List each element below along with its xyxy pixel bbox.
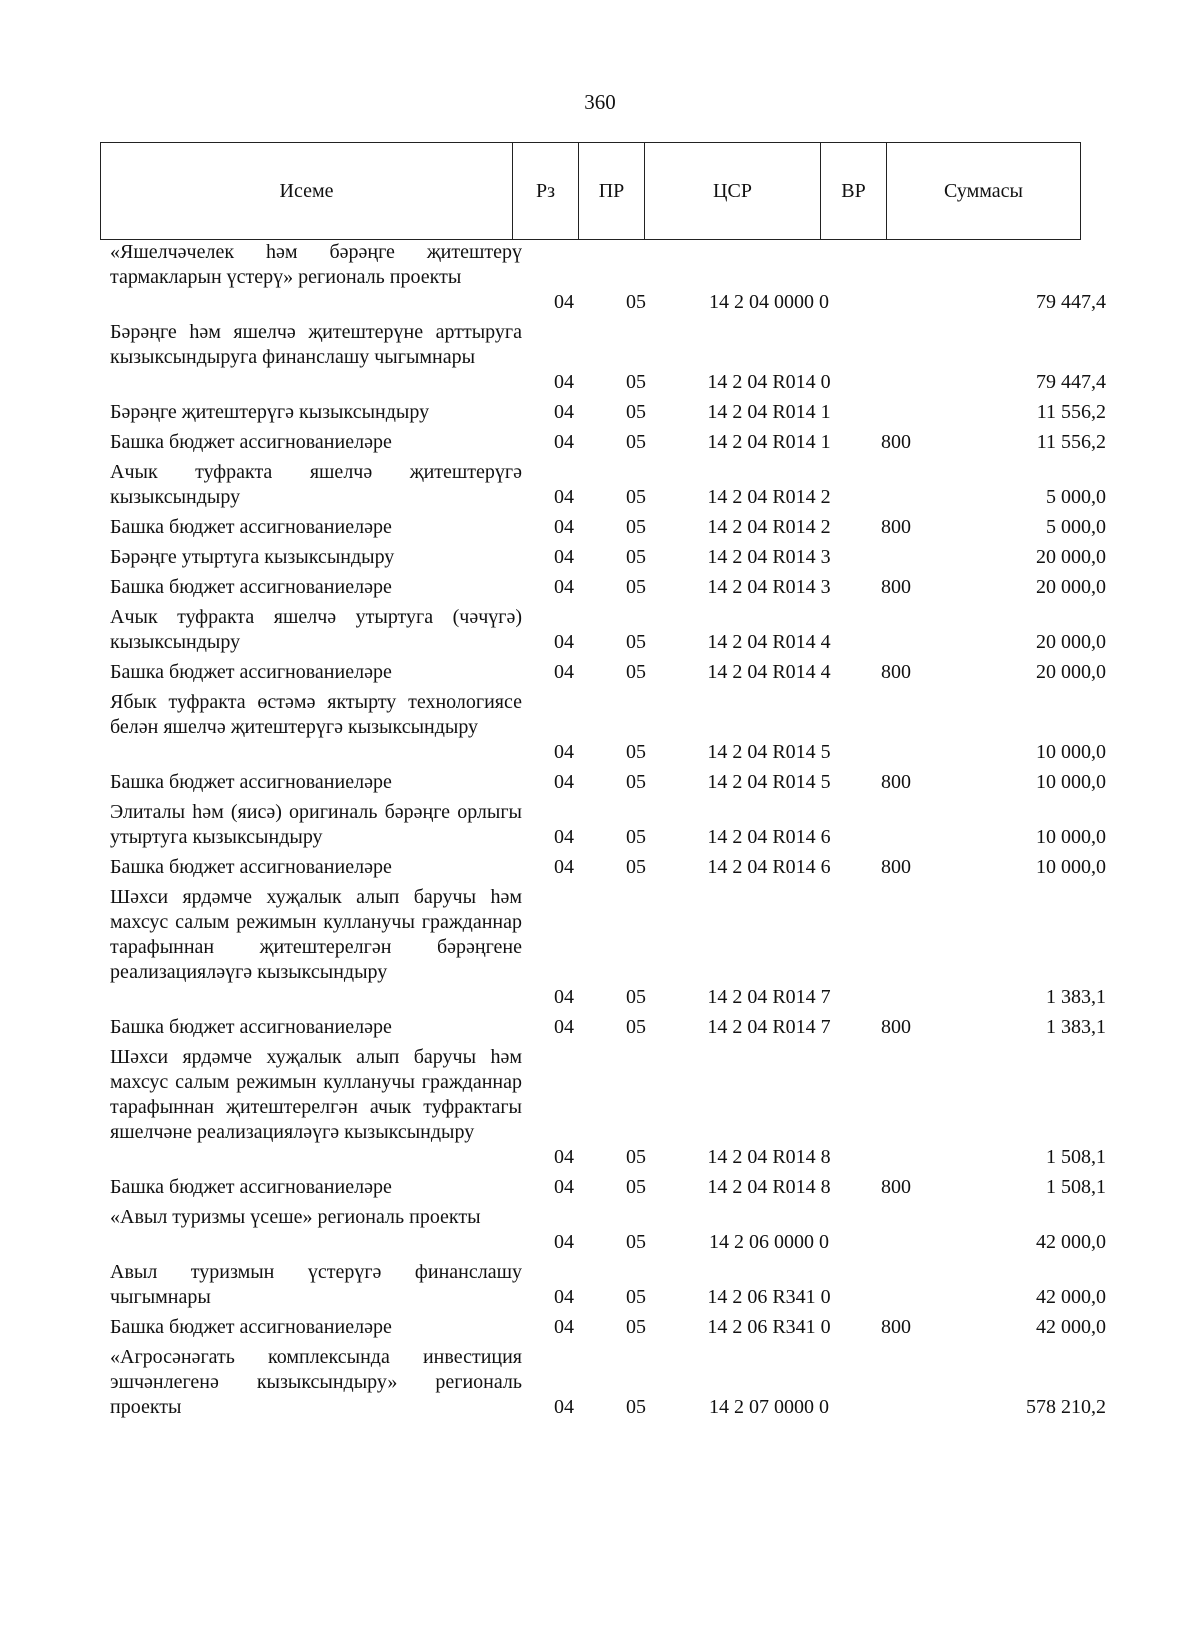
row-rz: 04 (554, 516, 574, 538)
row-pr: 05 (626, 771, 646, 793)
row-pr: 05 (626, 631, 646, 653)
row-rz: 04 (554, 401, 574, 423)
row-rz: 04 (554, 856, 574, 878)
row-csr: 14 2 04 R014 5 (707, 771, 831, 793)
row-vr: 800 (881, 1016, 911, 1038)
row-name: Башка бюджет ассигнованиеләре (110, 1016, 392, 1038)
table-row (0, 880, 1200, 1010)
row-rz: 04 (554, 986, 574, 1008)
table-row (0, 600, 1200, 655)
row-name: Ачык туфракта яшелчә җитештерүгә кызыксындыру (110, 461, 522, 508)
table-row (0, 315, 1200, 395)
row-sum: 10 000,0 (1036, 771, 1106, 793)
row-pr: 05 (626, 986, 646, 1008)
row-pr: 05 (626, 1396, 646, 1418)
row-vr: 800 (881, 431, 911, 453)
row-csr: 14 2 04 R014 4 (707, 631, 831, 653)
row-csr: 14 2 04 R014 1 (707, 401, 831, 423)
row-csr: 14 2 06 R341 0 (707, 1286, 831, 1308)
table-row (0, 850, 1200, 880)
table-row (0, 765, 1200, 795)
row-sum: 11 556,2 (1036, 401, 1106, 423)
row-name: Башка бюджет ассигнованиеләре (110, 1176, 392, 1198)
header-sum: Суммасы (887, 143, 1081, 240)
row-sum: 42 000,0 (1036, 1316, 1106, 1338)
row-sum: 5 000,0 (1046, 516, 1106, 538)
table-row (0, 455, 1200, 510)
row-vr: 800 (881, 1176, 911, 1198)
header-vr: ВР (821, 143, 887, 240)
header-csr: ЦСР (645, 143, 821, 240)
row-rz: 04 (554, 1286, 574, 1308)
row-sum: 1 508,1 (1046, 1176, 1106, 1198)
table-row (0, 685, 1200, 765)
row-pr: 05 (626, 291, 646, 313)
row-csr: 14 2 04 R014 6 (707, 856, 831, 878)
row-name: Шәхси ярдәмче хуҗалык алып баручы һәм махсус салым режимын кулланучы гражданнар тарафыннан җитештерелгән ачык туфрактагы яшелчәне реализацияләүгә кызыксындыру (110, 1046, 522, 1143)
row-pr: 05 (626, 486, 646, 508)
row-rz: 04 (554, 771, 574, 793)
row-name: Ачык туфракта яшелчә утыртуга (чәчүгә) кызыксындыру (110, 606, 522, 653)
row-sum: 20 000,0 (1036, 631, 1106, 653)
row-csr: 14 2 04 R014 1 (707, 431, 831, 453)
row-csr: 14 2 04 R014 6 (707, 826, 831, 848)
row-vr: 800 (881, 516, 911, 538)
row-name: Шәхси ярдәмче хуҗалык алып баручы һәм махсус салым режимын кулланучы гражданнар тарафыннан җитештерелгән бәрәңгене реализацияләүгә кызыксындыру (110, 886, 522, 983)
row-pr: 05 (626, 661, 646, 683)
row-rz: 04 (554, 631, 574, 653)
row-rz: 04 (554, 1146, 574, 1168)
row-csr: 14 2 04 R014 8 (707, 1146, 831, 1168)
row-pr: 05 (626, 516, 646, 538)
row-pr: 05 (626, 1316, 646, 1338)
row-csr: 14 2 04 R014 8 (707, 1176, 831, 1198)
row-pr: 05 (626, 1016, 646, 1038)
row-rz: 04 (554, 661, 574, 683)
row-sum: 10 000,0 (1036, 826, 1106, 848)
row-csr: 14 2 04 R014 2 (707, 486, 831, 508)
table-row (0, 1010, 1200, 1040)
row-pr: 05 (626, 1286, 646, 1308)
row-sum: 578 210,2 (1026, 1396, 1106, 1418)
table-row (0, 1170, 1200, 1200)
row-csr: 14 2 04 R014 3 (707, 546, 831, 568)
row-name: Бәрәңге һәм яшелчә җитештерүне арттыруга кызыксындыруга финанслашу чыгымнары (110, 321, 522, 368)
row-name: Башка бюджет ассигнованиеләре (110, 431, 392, 453)
row-sum: 1 508,1 (1046, 1146, 1106, 1168)
row-pr: 05 (626, 1146, 646, 1168)
row-pr: 05 (626, 371, 646, 393)
row-rz: 04 (554, 1231, 574, 1253)
row-sum: 5 000,0 (1046, 486, 1106, 508)
table-row (0, 1340, 1200, 1420)
row-sum: 1 383,1 (1046, 986, 1106, 1008)
row-vr: 800 (881, 771, 911, 793)
row-csr: 14 2 04 R014 7 (707, 986, 831, 1008)
row-rz: 04 (554, 546, 574, 568)
row-sum: 42 000,0 (1036, 1231, 1106, 1253)
row-name: Башка бюджет ассигнованиеләре (110, 576, 392, 598)
row-sum: 10 000,0 (1036, 741, 1106, 763)
table-row (0, 425, 1200, 455)
table-row (0, 510, 1200, 540)
header-name: Исеме (101, 143, 513, 240)
row-name: Элиталы һәм (яисә) оригиналь бәрәңге орлыгы утыртуга кызыксындыру (110, 801, 522, 848)
row-name: Башка бюджет ассигнованиеләре (110, 856, 392, 878)
row-pr: 05 (626, 1231, 646, 1253)
row-rz: 04 (554, 1016, 574, 1038)
row-name: «Агросәнәгать комплексында инвестиция эшчәнлегенә кызыксындыру» региональ проекты (110, 1346, 522, 1418)
row-rz: 04 (554, 1176, 574, 1198)
row-csr: 14 2 06 R341 0 (707, 1316, 831, 1338)
header-rz: Рз (513, 143, 579, 240)
row-name: Авыл туризмын үстерүгә финанслашу чыгымнары (110, 1261, 522, 1308)
row-pr: 05 (626, 1176, 646, 1198)
row-name: «Яшелчәчелек һәм бәрәңге җитештерү тармакларын үстерү» региональ проекты (110, 241, 522, 288)
row-sum: 20 000,0 (1036, 546, 1106, 568)
row-vr: 800 (881, 576, 911, 598)
row-rz: 04 (554, 371, 574, 393)
page-number: 360 (584, 90, 616, 114)
row-pr: 05 (626, 826, 646, 848)
table-row (0, 1255, 1200, 1310)
table-body (0, 240, 1200, 1420)
row-name: Башка бюджет ассигнованиеләре (110, 661, 392, 683)
row-pr: 05 (626, 741, 646, 763)
row-sum: 79 447,4 (1036, 291, 1106, 313)
table-row (0, 1200, 1200, 1255)
row-rz: 04 (554, 741, 574, 763)
table-row (0, 240, 1200, 315)
row-name: Бәрәңге утыртуга кызыксындыру (110, 546, 395, 568)
row-sum: 11 556,2 (1036, 431, 1106, 453)
row-rz: 04 (554, 576, 574, 598)
row-sum: 20 000,0 (1036, 661, 1106, 683)
table-row (0, 1040, 1200, 1170)
row-csr: 14 2 04 R014 3 (707, 576, 831, 598)
row-sum: 1 383,1 (1046, 1016, 1106, 1038)
table-row (0, 795, 1200, 850)
row-csr: 14 2 04 R014 0 (707, 371, 831, 393)
row-rz: 04 (554, 1316, 574, 1338)
row-csr: 14 2 04 R014 7 (707, 1016, 831, 1038)
table-row (0, 395, 1200, 425)
row-sum: 79 447,4 (1036, 371, 1106, 393)
row-name: Ябык туфракта өстәмә яктырту технологиясе белән яшелчә җитештерүгә кызыксындыру (110, 691, 522, 738)
header-pr: ПР (579, 143, 645, 240)
row-rz: 04 (554, 431, 574, 453)
row-pr: 05 (626, 431, 646, 453)
row-pr: 05 (626, 856, 646, 878)
row-csr: 14 2 04 R014 2 (707, 516, 831, 538)
table-row (0, 1310, 1200, 1340)
row-rz: 04 (554, 486, 574, 508)
row-name: Башка бюджет ассигнованиеләре (110, 1316, 392, 1338)
row-pr: 05 (626, 401, 646, 423)
table-row (0, 655, 1200, 685)
row-csr: 14 2 07 0000 0 (709, 1396, 829, 1418)
row-sum: 10 000,0 (1036, 856, 1106, 878)
row-vr: 800 (881, 1316, 911, 1338)
row-csr: 14 2 04 R014 4 (707, 661, 831, 683)
row-vr: 800 (881, 661, 911, 683)
table-row (0, 570, 1200, 600)
row-csr: 14 2 04 0000 0 (709, 291, 829, 313)
table-row (0, 540, 1200, 570)
row-name: «Авыл туризмы үсеше» региональ проекты (110, 1206, 481, 1228)
row-pr: 05 (626, 576, 646, 598)
row-rz: 04 (554, 1396, 574, 1418)
row-sum: 42 000,0 (1036, 1286, 1106, 1308)
row-name: Башка бюджет ассигнованиеләре (110, 771, 392, 793)
row-rz: 04 (554, 291, 574, 313)
row-name: Башка бюджет ассигнованиеләре (110, 516, 392, 538)
row-sum: 20 000,0 (1036, 576, 1106, 598)
table-header (100, 142, 1081, 240)
row-name: Бәрәңге җитештерүгә кызыксындыру (110, 401, 430, 423)
row-csr: 14 2 06 0000 0 (709, 1231, 829, 1253)
row-vr: 800 (881, 856, 911, 878)
row-rz: 04 (554, 826, 574, 848)
row-csr: 14 2 04 R014 5 (707, 741, 831, 763)
row-pr: 05 (626, 546, 646, 568)
